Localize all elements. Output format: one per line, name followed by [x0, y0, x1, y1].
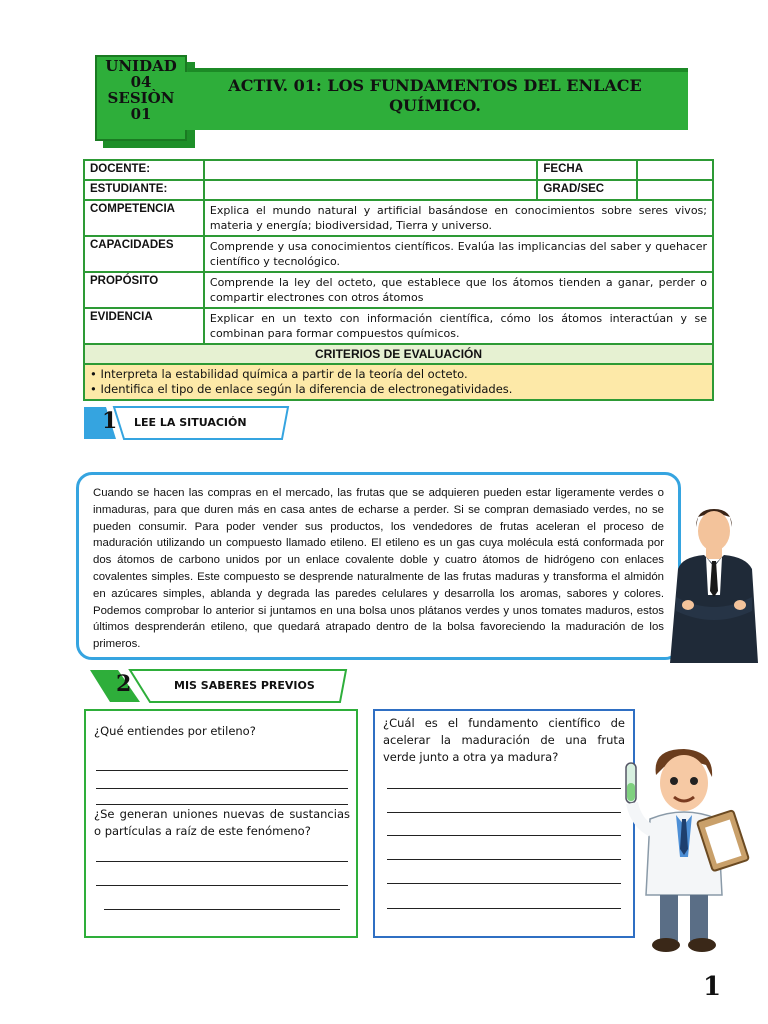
- section-1-banner: [84, 405, 290, 439]
- section-2-title: MIS SABERES PREVIOS: [174, 679, 315, 692]
- section-2-number: 2: [116, 671, 132, 697]
- evidencia-label: EVIDENCIA: [84, 308, 204, 344]
- estudiante-label: ESTUDIANTE:: [84, 180, 204, 200]
- answer-line[interactable]: [96, 885, 348, 886]
- fecha-field[interactable]: [637, 160, 713, 180]
- questions-box-right: [373, 709, 635, 938]
- question-3: ¿Cuál es el fundamento científico de acelerar la maduración de una fruta verde junto a otra ya madura?: [383, 716, 625, 764]
- section-1-title: LEE LA SITUACIÓN: [134, 416, 247, 429]
- answer-line[interactable]: [387, 788, 621, 789]
- session-line: SESIÒN: [107, 89, 175, 107]
- proposito-text: Comprende la ley del octeto, que establece que los átomos tienden a ganar, perder o compartir electrones con otros átomos: [204, 272, 713, 308]
- question-1: ¿Qué entiendes por etileno?: [94, 724, 256, 738]
- situation-text: Cuando se hacen las compras en el mercado, las frutas que se adquieren pueden estar ligeramente verdes o inmaduras, para que duren más en casa antes de echarse a perder. Si se compran demasiado verdes, no se pueden consumir. Para poder vender sus productos, los vendedores de frutas aceleran el proceso de maduración utilizando un compuesto llamado etileno. El etileno es un gas cuya molécula está conformada por dos átomos de carbono unidos por un enlace covalente doble y cuatro átomos de hidrógeno con enlaces covalentes simples. Este compuesto se desprende naturalmente de las frutas maduras y transforma el almidón en azúcares simples, ablanda y degrada las paredes celulares y desarrolla los aromas, sabores y colores. Podemos comprobar lo anterior si juntamos en una bolsa unos plátanos verdes y unos tomates maduros, estos últimos desprenderán etileno, que quedará atrapado dentro de la bolsa favoreciendo la maduración de los primeros.: [76, 472, 681, 660]
- answer-line[interactable]: [387, 835, 621, 836]
- capacidades-text: Comprende y usa conocimientos científicos. Evalúa las implicancias del saber y quehacer científico y tecnológico.: [204, 236, 713, 272]
- answer-line[interactable]: [104, 909, 340, 910]
- session-number: 01: [130, 105, 152, 123]
- page-number: 1: [703, 972, 722, 1002]
- answer-line[interactable]: [387, 908, 621, 909]
- answer-line[interactable]: [96, 804, 348, 805]
- questions-box-left: [84, 709, 358, 938]
- competencia-label: COMPETENCIA: [84, 200, 204, 236]
- section-1-number: 1: [102, 408, 118, 434]
- answer-line[interactable]: [387, 859, 621, 860]
- gradsec-label: GRAD/SEC: [537, 180, 637, 200]
- answer-line[interactable]: [387, 812, 621, 813]
- criterio-item: • Interpreta la estabilidad química a partir de la teoría del octeto.: [90, 367, 468, 381]
- unit-session-label: [95, 58, 187, 122]
- unit-line: UNIDAD: [105, 57, 177, 75]
- gradsec-field[interactable]: [637, 180, 713, 200]
- criterios-list: [84, 364, 713, 400]
- evidencia-text: Explicar en un texto con información científica, cómo los átomos interactúan y se combinan para formar compuestos químicos.: [204, 308, 713, 344]
- criterios-heading: CRITERIOS DE EVALUACIÓN: [84, 344, 713, 364]
- page-title-line-1: ACTIV. 01: LOS FUNDAMENTOS DEL ENLACE: [228, 76, 642, 95]
- answer-line[interactable]: [387, 883, 621, 884]
- criterio-item: • Identifica el tipo de enlace según la diferencia de electronegatividades.: [90, 382, 513, 396]
- answer-line[interactable]: [96, 861, 348, 862]
- docente-field[interactable]: [204, 160, 538, 180]
- question-2: ¿Se generan uniones nuevas de sustancias o partículas a raíz de este fenómeno?: [94, 807, 350, 838]
- docente-label: DOCENTE:: [84, 160, 204, 180]
- unit-number: 04: [130, 73, 152, 91]
- info-table: [83, 159, 714, 401]
- businessman-illustration: [668, 505, 760, 663]
- page-title: [200, 76, 670, 116]
- scientist-illustration: [622, 745, 752, 955]
- answer-line[interactable]: [96, 770, 348, 771]
- capacidades-label: CAPACIDADES: [84, 236, 204, 272]
- estudiante-field[interactable]: [204, 180, 538, 200]
- competencia-text: Explica el mundo natural y artificial basándose en conocimientos sobre seres vivos; materia y energía; biodiversidad, Tierra y universo.: [204, 200, 713, 236]
- page-title-line-2: QUÍMICO.: [389, 96, 481, 115]
- section-2-banner: [90, 668, 348, 702]
- proposito-label: PROPÓSITO: [84, 272, 204, 308]
- fecha-label: FECHA: [537, 160, 637, 180]
- answer-line[interactable]: [96, 788, 348, 789]
